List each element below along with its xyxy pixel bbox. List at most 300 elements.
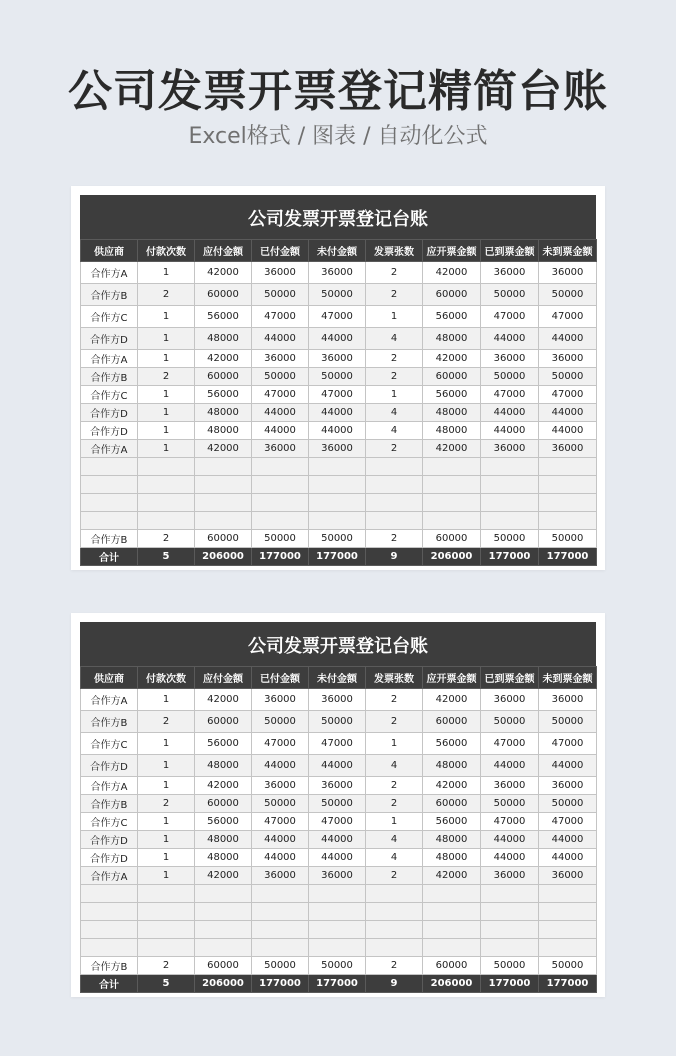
- table-cell[interactable]: 36000: [481, 689, 539, 711]
- table-cell[interactable]: 36000: [252, 867, 309, 885]
- table-cell[interactable]: 4: [366, 849, 423, 867]
- table-row: [81, 404, 597, 422]
- table-cell[interactable]: 36000: [539, 777, 597, 795]
- table-cell[interactable]: [366, 885, 423, 903]
- table-cell[interactable]: 60000: [195, 711, 252, 733]
- table-cell[interactable]: 2: [366, 350, 423, 368]
- table-cell[interactable]: 2: [366, 689, 423, 711]
- table-cell[interactable]: 44000: [481, 755, 539, 777]
- table-cell[interactable]: 2: [366, 262, 423, 284]
- table-cell[interactable]: 56000: [195, 386, 252, 404]
- table-cell[interactable]: 60000: [423, 957, 481, 975]
- empty-row: [81, 903, 597, 921]
- table-cell[interactable]: 44000: [252, 328, 309, 350]
- table-cell[interactable]: 2: [366, 867, 423, 885]
- table-cell[interactable]: [81, 885, 138, 903]
- table-cell[interactable]: 50000: [309, 368, 366, 386]
- table-cell[interactable]: [138, 903, 195, 921]
- table-cell[interactable]: 44000: [252, 849, 309, 867]
- table-cell[interactable]: 36000: [252, 777, 309, 795]
- table-cell[interactable]: 42000: [195, 440, 252, 458]
- table-cell[interactable]: 2: [138, 368, 195, 386]
- table-cell[interactable]: 44000: [252, 755, 309, 777]
- table-cell[interactable]: 44000: [309, 328, 366, 350]
- table-row: [81, 777, 597, 795]
- table-cell[interactable]: 2: [366, 711, 423, 733]
- table-cell[interactable]: 合作方B: [81, 957, 138, 975]
- total-cell: 206000: [195, 548, 252, 566]
- table-cell[interactable]: 36000: [309, 689, 366, 711]
- table-cell[interactable]: [423, 903, 481, 921]
- table-cell[interactable]: 1: [138, 262, 195, 284]
- table-cell[interactable]: 50000: [481, 711, 539, 733]
- table-cell[interactable]: 4: [366, 422, 423, 440]
- table-cell[interactable]: 1: [138, 422, 195, 440]
- table-cell[interactable]: 47000: [309, 386, 366, 404]
- table-cell[interactable]: 50000: [481, 957, 539, 975]
- table-cell[interactable]: 48000: [423, 755, 481, 777]
- table-cell[interactable]: 44000: [539, 328, 597, 350]
- table-cell[interactable]: 48000: [423, 328, 481, 350]
- table-cell[interactable]: [252, 476, 309, 494]
- table-cell[interactable]: 1: [138, 849, 195, 867]
- table-cell[interactable]: 合作方C: [81, 306, 138, 328]
- table-cell[interactable]: 48000: [195, 328, 252, 350]
- table-cell[interactable]: 1: [138, 440, 195, 458]
- table-cell[interactable]: 44000: [539, 755, 597, 777]
- table-cell[interactable]: 1: [366, 386, 423, 404]
- table-cell[interactable]: [138, 939, 195, 957]
- table-cell[interactable]: [81, 939, 138, 957]
- table-cell[interactable]: 44000: [309, 422, 366, 440]
- table-cell[interactable]: 48000: [195, 755, 252, 777]
- table-cell[interactable]: 1: [138, 350, 195, 368]
- table-cell[interactable]: 36000: [309, 350, 366, 368]
- table-cell[interactable]: [539, 512, 597, 530]
- table-cell[interactable]: 2: [138, 795, 195, 813]
- table-cell[interactable]: 56000: [423, 386, 481, 404]
- table-cell[interactable]: 2: [366, 368, 423, 386]
- table-cell[interactable]: [138, 494, 195, 512]
- table-cell[interactable]: 36000: [309, 440, 366, 458]
- table-cell[interactable]: 47000: [309, 733, 366, 755]
- table-cell[interactable]: 42000: [423, 867, 481, 885]
- table-cell[interactable]: [481, 512, 539, 530]
- table-cell[interactable]: [309, 921, 366, 939]
- ledger-preview-card-2: [71, 613, 605, 997]
- table-cell[interactable]: 36000: [309, 867, 366, 885]
- table-cell[interactable]: 42000: [195, 350, 252, 368]
- table-cell[interactable]: 36000: [252, 440, 309, 458]
- table-cell[interactable]: 44000: [309, 831, 366, 849]
- table-cell[interactable]: 48000: [195, 831, 252, 849]
- table-cell[interactable]: [81, 921, 138, 939]
- table-cell[interactable]: 44000: [252, 404, 309, 422]
- table-cell[interactable]: 1: [138, 777, 195, 795]
- table-cell[interactable]: 50000: [252, 957, 309, 975]
- table-cell[interactable]: [138, 458, 195, 476]
- table-cell[interactable]: 2: [138, 530, 195, 548]
- ledger-table: [80, 666, 597, 993]
- sheet-title: 公司发票开票登记台账: [80, 195, 596, 239]
- table-cell[interactable]: 42000: [195, 262, 252, 284]
- column-header: 已到票金额: [481, 240, 539, 262]
- table-cell[interactable]: 4: [366, 831, 423, 849]
- table-cell[interactable]: 50000: [252, 368, 309, 386]
- table-cell[interactable]: 44000: [252, 831, 309, 849]
- table-cell[interactable]: 2: [366, 530, 423, 548]
- header-row: [81, 667, 597, 689]
- column-header: 发票张数: [366, 667, 423, 689]
- table-cell[interactable]: 2: [366, 284, 423, 306]
- table-cell[interactable]: 47000: [252, 306, 309, 328]
- table-cell[interactable]: 36000: [309, 777, 366, 795]
- table-cell[interactable]: 42000: [423, 689, 481, 711]
- table-cell[interactable]: 2: [138, 284, 195, 306]
- table-cell[interactable]: 60000: [423, 711, 481, 733]
- table-cell[interactable]: [423, 939, 481, 957]
- table-cell[interactable]: 合作方C: [81, 386, 138, 404]
- table-cell[interactable]: 36000: [539, 867, 597, 885]
- table-cell[interactable]: 1: [138, 386, 195, 404]
- table-cell[interactable]: 50000: [481, 795, 539, 813]
- table-cell[interactable]: 56000: [423, 733, 481, 755]
- table-cell[interactable]: [481, 903, 539, 921]
- table-cell[interactable]: [195, 512, 252, 530]
- table-cell[interactable]: [539, 939, 597, 957]
- table-cell[interactable]: 48000: [423, 422, 481, 440]
- table-cell[interactable]: 42000: [195, 689, 252, 711]
- table-cell[interactable]: 合作方A: [81, 777, 138, 795]
- total-cell: 177000: [481, 975, 539, 993]
- table-cell[interactable]: [309, 494, 366, 512]
- table-cell[interactable]: 44000: [481, 422, 539, 440]
- table-row: [81, 284, 597, 306]
- table-cell[interactable]: 50000: [481, 284, 539, 306]
- table-cell[interactable]: [481, 458, 539, 476]
- table-cell[interactable]: [539, 494, 597, 512]
- table-cell[interactable]: 47000: [252, 733, 309, 755]
- table-cell[interactable]: [481, 921, 539, 939]
- table-cell[interactable]: 50000: [309, 711, 366, 733]
- table-cell[interactable]: 42000: [195, 867, 252, 885]
- table-cell[interactable]: 48000: [195, 422, 252, 440]
- table-cell[interactable]: 36000: [252, 350, 309, 368]
- table-cell[interactable]: 合作方D: [81, 328, 138, 350]
- table-cell[interactable]: 1: [138, 404, 195, 422]
- table-cell[interactable]: 36000: [481, 867, 539, 885]
- table-cell[interactable]: 56000: [423, 306, 481, 328]
- table-cell[interactable]: 47000: [309, 306, 366, 328]
- table-cell[interactable]: 60000: [423, 284, 481, 306]
- table-cell[interactable]: 1: [138, 755, 195, 777]
- table-cell[interactable]: 44000: [481, 328, 539, 350]
- table-row: [81, 733, 597, 755]
- table-cell[interactable]: [309, 458, 366, 476]
- total-cell: 9: [366, 975, 423, 993]
- table-cell[interactable]: 47000: [481, 306, 539, 328]
- table-cell[interactable]: [366, 476, 423, 494]
- table-cell[interactable]: 44000: [481, 849, 539, 867]
- table-cell[interactable]: 44000: [252, 422, 309, 440]
- total-cell: 177000: [252, 548, 309, 566]
- table-cell[interactable]: 47000: [539, 386, 597, 404]
- table-cell[interactable]: [195, 885, 252, 903]
- total-cell: 177000: [309, 548, 366, 566]
- table-cell[interactable]: 合作方B: [81, 795, 138, 813]
- table-cell[interactable]: 60000: [195, 368, 252, 386]
- table-cell[interactable]: [138, 921, 195, 939]
- table-cell[interactable]: 50000: [539, 530, 597, 548]
- table-cell[interactable]: [252, 921, 309, 939]
- table-cell[interactable]: [138, 885, 195, 903]
- table-row: [81, 689, 597, 711]
- table-cell[interactable]: 1: [366, 813, 423, 831]
- table-cell[interactable]: [195, 921, 252, 939]
- table-cell[interactable]: 2: [366, 777, 423, 795]
- table-cell[interactable]: [309, 903, 366, 921]
- table-cell[interactable]: 44000: [481, 404, 539, 422]
- table-cell[interactable]: 4: [366, 755, 423, 777]
- column-header: 应付金额: [195, 240, 252, 262]
- table-cell[interactable]: 4: [366, 404, 423, 422]
- table-cell[interactable]: [539, 885, 597, 903]
- table-cell[interactable]: 48000: [195, 849, 252, 867]
- table-cell[interactable]: [366, 494, 423, 512]
- table-row: [81, 711, 597, 733]
- table-cell[interactable]: 36000: [539, 262, 597, 284]
- table-cell[interactable]: [195, 903, 252, 921]
- table-cell[interactable]: 60000: [195, 957, 252, 975]
- ledger-table: [80, 239, 597, 566]
- table-cell[interactable]: 36000: [481, 777, 539, 795]
- table-cell[interactable]: 47000: [309, 813, 366, 831]
- table-cell[interactable]: 36000: [539, 350, 597, 368]
- table-cell[interactable]: [81, 476, 138, 494]
- table-cell[interactable]: 47000: [539, 306, 597, 328]
- table-cell[interactable]: [252, 903, 309, 921]
- table-cell[interactable]: 47000: [252, 386, 309, 404]
- table-cell[interactable]: 44000: [539, 831, 597, 849]
- table-cell[interactable]: 44000: [309, 849, 366, 867]
- table-cell[interactable]: [252, 458, 309, 476]
- table-cell[interactable]: [366, 939, 423, 957]
- table-cell[interactable]: 42000: [423, 440, 481, 458]
- table-cell[interactable]: 合作方D: [81, 831, 138, 849]
- table-cell[interactable]: 56000: [195, 733, 252, 755]
- table-cell[interactable]: [309, 512, 366, 530]
- table-row: [81, 440, 597, 458]
- table-cell[interactable]: [366, 458, 423, 476]
- table-cell[interactable]: [195, 939, 252, 957]
- table-cell[interactable]: [195, 458, 252, 476]
- table-cell[interactable]: 60000: [195, 795, 252, 813]
- table-cell[interactable]: 36000: [481, 440, 539, 458]
- table-cell[interactable]: 44000: [539, 849, 597, 867]
- empty-row: [81, 885, 597, 903]
- table-cell[interactable]: 合作方D: [81, 755, 138, 777]
- table-cell[interactable]: 合作方A: [81, 440, 138, 458]
- table-cell[interactable]: [481, 476, 539, 494]
- table-cell[interactable]: 合作方A: [81, 867, 138, 885]
- table-cell[interactable]: [481, 885, 539, 903]
- table-cell[interactable]: [539, 903, 597, 921]
- table-cell[interactable]: 60000: [423, 530, 481, 548]
- table-cell[interactable]: [252, 939, 309, 957]
- table-cell[interactable]: 47000: [539, 813, 597, 831]
- table-cell[interactable]: [309, 939, 366, 957]
- table-cell[interactable]: 50000: [481, 530, 539, 548]
- table-cell[interactable]: [423, 494, 481, 512]
- table-cell[interactable]: 合作方D: [81, 849, 138, 867]
- table-cell[interactable]: [423, 458, 481, 476]
- table-cell[interactable]: 2: [366, 440, 423, 458]
- table-cell[interactable]: 合作方B: [81, 368, 138, 386]
- table-cell[interactable]: 48000: [423, 404, 481, 422]
- table-cell[interactable]: 50000: [481, 368, 539, 386]
- table-cell[interactable]: 36000: [481, 350, 539, 368]
- table-cell[interactable]: 60000: [195, 284, 252, 306]
- table-cell[interactable]: 50000: [539, 711, 597, 733]
- table-cell[interactable]: 47000: [481, 813, 539, 831]
- empty-row: [81, 458, 597, 476]
- table-cell[interactable]: 44000: [539, 404, 597, 422]
- table-cell[interactable]: 42000: [423, 262, 481, 284]
- table-cell[interactable]: 50000: [252, 284, 309, 306]
- table-cell[interactable]: 合作方B: [81, 530, 138, 548]
- column-header: 发票张数: [366, 240, 423, 262]
- table-cell[interactable]: [423, 476, 481, 494]
- table-cell[interactable]: 36000: [539, 440, 597, 458]
- table-cell[interactable]: 合作方B: [81, 284, 138, 306]
- table-cell[interactable]: [539, 476, 597, 494]
- table-cell[interactable]: 2: [366, 957, 423, 975]
- table-cell[interactable]: 48000: [423, 831, 481, 849]
- table-cell[interactable]: 56000: [195, 306, 252, 328]
- table-cell[interactable]: 56000: [195, 813, 252, 831]
- table-cell[interactable]: 44000: [481, 831, 539, 849]
- table-cell[interactable]: 47000: [539, 733, 597, 755]
- table-cell[interactable]: 50000: [539, 795, 597, 813]
- table-cell[interactable]: [81, 494, 138, 512]
- table-row: [81, 368, 597, 386]
- table-cell[interactable]: 60000: [423, 368, 481, 386]
- table-cell[interactable]: 50000: [539, 957, 597, 975]
- table-cell[interactable]: [366, 921, 423, 939]
- table-cell[interactable]: 合作方D: [81, 422, 138, 440]
- table-cell[interactable]: 36000: [252, 689, 309, 711]
- table-cell[interactable]: 50000: [252, 530, 309, 548]
- table-cell[interactable]: 合作方D: [81, 404, 138, 422]
- table-cell[interactable]: 36000: [252, 262, 309, 284]
- table-cell[interactable]: [252, 512, 309, 530]
- table-cell[interactable]: 50000: [539, 368, 597, 386]
- table-cell[interactable]: [81, 512, 138, 530]
- table-cell[interactable]: [539, 458, 597, 476]
- table-cell[interactable]: 1: [138, 813, 195, 831]
- table-cell[interactable]: 50000: [252, 711, 309, 733]
- table-cell[interactable]: [481, 939, 539, 957]
- table-cell[interactable]: [423, 921, 481, 939]
- table-cell[interactable]: 44000: [309, 404, 366, 422]
- table-cell[interactable]: 1: [366, 733, 423, 755]
- table-cell[interactable]: 50000: [309, 284, 366, 306]
- table-cell[interactable]: 48000: [423, 849, 481, 867]
- table-cell[interactable]: [423, 512, 481, 530]
- table-cell[interactable]: 1: [138, 689, 195, 711]
- table-cell[interactable]: 42000: [195, 777, 252, 795]
- table-cell[interactable]: [309, 476, 366, 494]
- table-cell[interactable]: [195, 494, 252, 512]
- table-cell[interactable]: 合作方C: [81, 733, 138, 755]
- table-cell[interactable]: [423, 885, 481, 903]
- table-cell[interactable]: [138, 476, 195, 494]
- table-cell[interactable]: 44000: [539, 422, 597, 440]
- table-cell[interactable]: 56000: [423, 813, 481, 831]
- table-cell[interactable]: [252, 885, 309, 903]
- total-cell: 206000: [423, 548, 481, 566]
- column-header: 应开票金额: [423, 240, 481, 262]
- table-cell[interactable]: [309, 885, 366, 903]
- table-cell[interactable]: 2: [366, 795, 423, 813]
- table-cell[interactable]: 1: [138, 831, 195, 849]
- table-cell[interactable]: [81, 458, 138, 476]
- table-cell[interactable]: 42000: [423, 777, 481, 795]
- column-header: 未付金额: [309, 667, 366, 689]
- table-cell[interactable]: 60000: [423, 795, 481, 813]
- table-cell[interactable]: 4: [366, 328, 423, 350]
- table-cell[interactable]: 48000: [195, 404, 252, 422]
- table-cell[interactable]: 36000: [539, 689, 597, 711]
- table-cell[interactable]: [81, 903, 138, 921]
- table-cell[interactable]: [481, 494, 539, 512]
- table-cell[interactable]: 36000: [309, 262, 366, 284]
- table-cell[interactable]: 50000: [309, 957, 366, 975]
- table-cell[interactable]: 44000: [309, 755, 366, 777]
- table-cell[interactable]: 50000: [309, 795, 366, 813]
- table-cell[interactable]: 合作方A: [81, 689, 138, 711]
- table-cell[interactable]: 1: [138, 328, 195, 350]
- table-cell[interactable]: 42000: [423, 350, 481, 368]
- table-cell[interactable]: 50000: [309, 530, 366, 548]
- table-cell[interactable]: 50000: [252, 795, 309, 813]
- table-cell[interactable]: 合作方C: [81, 813, 138, 831]
- table-cell[interactable]: [366, 512, 423, 530]
- table-cell[interactable]: 2: [138, 957, 195, 975]
- table-cell[interactable]: [138, 512, 195, 530]
- table-cell[interactable]: 合作方A: [81, 350, 138, 368]
- table-cell[interactable]: 合作方B: [81, 711, 138, 733]
- table-cell[interactable]: 47000: [252, 813, 309, 831]
- ledger-sheet: [80, 195, 596, 566]
- table-cell[interactable]: 1: [366, 306, 423, 328]
- table-cell[interactable]: 合作方A: [81, 262, 138, 284]
- table-cell[interactable]: [195, 476, 252, 494]
- table-cell[interactable]: 36000: [481, 262, 539, 284]
- table-cell[interactable]: [539, 921, 597, 939]
- table-cell[interactable]: 2: [138, 711, 195, 733]
- table-cell[interactable]: 1: [138, 306, 195, 328]
- table-cell[interactable]: [252, 494, 309, 512]
- column-header: 供应商: [81, 240, 138, 262]
- table-cell[interactable]: 47000: [481, 733, 539, 755]
- table-cell[interactable]: 47000: [481, 386, 539, 404]
- table-cell[interactable]: 1: [138, 867, 195, 885]
- table-cell[interactable]: 1: [138, 733, 195, 755]
- table-cell[interactable]: [366, 903, 423, 921]
- table-cell[interactable]: 50000: [539, 284, 597, 306]
- table-cell[interactable]: 60000: [195, 530, 252, 548]
